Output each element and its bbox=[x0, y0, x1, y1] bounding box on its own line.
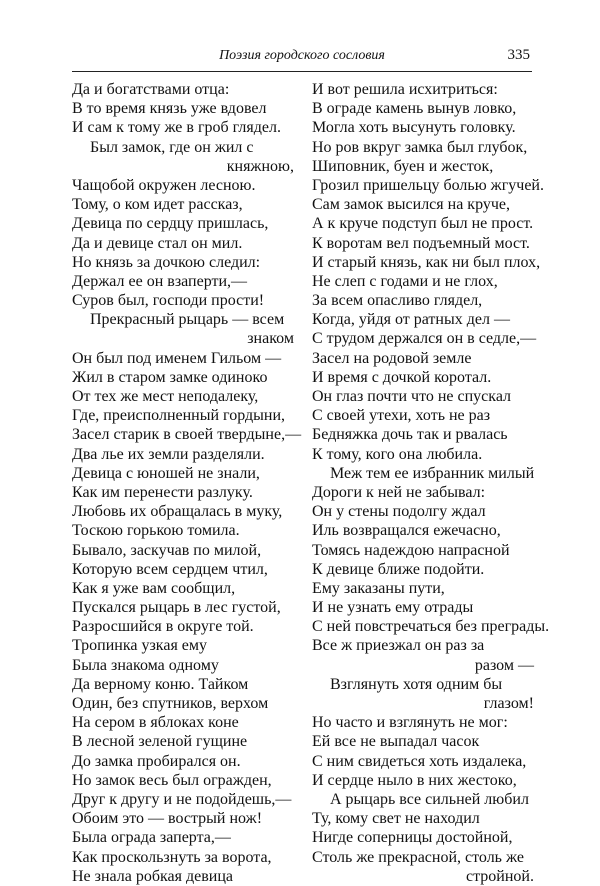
poem-column-left bbox=[72, 80, 302, 886]
verse-line: Чащобой окружен лесною. bbox=[72, 176, 256, 194]
verse-line: Один, без спутников, верхом bbox=[72, 695, 269, 712]
verse-line: Но часто и взглянуть не мог: bbox=[312, 714, 508, 732]
verse-line: Как им перенести разлуку. bbox=[72, 483, 253, 501]
verse-line: Прекрасный рыцарь — всем bbox=[90, 311, 285, 329]
poem-column-right bbox=[312, 80, 550, 886]
verse-line: Но князь за дочкою следил: bbox=[72, 253, 261, 271]
verse-line: Он был под именем Гильом — bbox=[72, 349, 282, 367]
header-rule bbox=[72, 71, 532, 72]
verse-line: Не знала робкая девица bbox=[72, 867, 234, 885]
verse-line: Был замок, где он жил с bbox=[90, 138, 254, 156]
verse-line: глазом! bbox=[483, 695, 534, 712]
verse-line: В ограде камень вынув ловко, bbox=[312, 100, 517, 118]
verse-line: Шиповник, буен и жесток, bbox=[312, 157, 494, 175]
verse-line: Томясь надеждою напрасной bbox=[312, 541, 510, 559]
verse-line: Ей все не выпадал часок bbox=[312, 733, 480, 751]
verse-line: Друг к другу и не подойдешь,— bbox=[72, 790, 292, 808]
verse-line: Тоскою горькою томила. bbox=[72, 522, 240, 540]
verse-line: К воротам вел подъемный мост. bbox=[312, 234, 530, 252]
verse-line: Бывало, заскучав по милой, bbox=[72, 541, 262, 559]
verse-line: Меж тем ее избранник милый bbox=[330, 464, 535, 482]
verse-line: К девице ближе подойти. bbox=[312, 560, 485, 578]
verse-line: Дороги к ней не забывал: bbox=[312, 483, 486, 501]
verse-line: Где, преисполненный гордыни, bbox=[72, 407, 286, 425]
verse-line: Была знакома одному bbox=[72, 656, 219, 674]
verse-line: Обоим это — вострый нож! bbox=[72, 810, 263, 828]
verse-line: знаком bbox=[247, 330, 294, 348]
verse-line: Но замок весь был огражден, bbox=[72, 771, 272, 789]
verse-line: К тому, кого она любила. bbox=[312, 445, 483, 463]
verse-line: Ему заказаны пути, bbox=[312, 579, 445, 597]
verse-line: Засел старик в своей твердыне,— bbox=[72, 426, 302, 444]
verse-line: Сам замок высился на круче, bbox=[312, 196, 511, 214]
verse-line: Которую всем сердцем чтил, bbox=[72, 560, 268, 578]
verse-line: Взглянуть хотя одним бы bbox=[330, 675, 503, 693]
verse-line: Два лье их земли разделяли. bbox=[72, 445, 265, 463]
verse-line: Столь же прекрасной, столь же bbox=[312, 848, 524, 866]
verse-line: Разросшийся в округе той. bbox=[72, 618, 254, 636]
verse-line: Жил в старом замке одиноко bbox=[72, 368, 268, 386]
running-title: Поэзия городского сословия bbox=[219, 48, 385, 63]
verse-line: Ту, кому свет не находил bbox=[312, 810, 480, 828]
verse-line: Как проскользнуть за ворота, bbox=[72, 848, 272, 866]
verse-line: Он у стены подолгу ждал bbox=[312, 503, 486, 521]
page-number: 335 bbox=[507, 47, 530, 63]
verse-line: Нигде соперницы достойной, bbox=[312, 829, 513, 847]
verse-line: Тропинка узкая ему bbox=[72, 637, 208, 655]
verse-line: И не узнать ему отрады bbox=[312, 599, 474, 617]
verse-line: За всем опасливо глядел, bbox=[312, 292, 483, 310]
verse-line: Бедняжка дочь так и рвалась bbox=[312, 426, 508, 444]
verse-line: И сам к тому же в гроб глядел. bbox=[72, 119, 281, 137]
verse-line: Как я уже вам сообщил, bbox=[72, 579, 236, 597]
verse-line: Девица с юношей не знали, bbox=[72, 464, 260, 482]
verse-line: разом — bbox=[474, 656, 534, 674]
verse-line: Когда, уйдя от ратных дел — bbox=[312, 311, 510, 329]
running-header bbox=[72, 40, 532, 72]
verse-line: Да верному коню. Тайком bbox=[72, 675, 249, 693]
verse-line: И старый князь, как ни был плох, bbox=[312, 253, 541, 271]
verse-line: А рыцарь все сильней любил bbox=[330, 790, 529, 808]
verse-line: Девица по сердцу пришлась, bbox=[72, 215, 269, 233]
verse-line: стройной. bbox=[466, 867, 534, 885]
verse-line: А к круче подступ был не прост. bbox=[312, 215, 534, 233]
verse-line: Засел на родовой земле bbox=[312, 349, 472, 367]
verse-line: С трудом держался он в седле,— bbox=[312, 330, 537, 348]
verse-line: С своей утехи, хоть не раз bbox=[312, 407, 491, 425]
verse-line: С ним свидеться хоть издалека, bbox=[312, 752, 527, 770]
verse-line: До замка пробирался он. bbox=[72, 752, 241, 770]
verse-line: княжною, bbox=[226, 157, 294, 175]
verse-line: Тому, о ком идет рассказ, bbox=[72, 196, 243, 214]
verse-line: Суров был, господи прости! bbox=[72, 292, 265, 310]
verse-line: Он глаз почти что не спускал bbox=[312, 388, 512, 405]
verse-line: В то время князь уже вдовел bbox=[72, 100, 267, 118]
verse-line: Да и богатствами отца: bbox=[72, 81, 230, 98]
verse-line: Все ж приезжал он раз за bbox=[312, 637, 485, 655]
verse-line: В лесной зеленой гущине bbox=[72, 733, 248, 751]
verse-line: Была ограда заперта,— bbox=[72, 829, 231, 847]
verse-line: Не слеп с годами и не глох, bbox=[312, 272, 498, 290]
verse-line: Пускался рыцарь в лес густой, bbox=[72, 599, 281, 617]
verse-line: Но ров вкруг замка был глубок, bbox=[312, 138, 528, 156]
verse-line: От тех же мест неподалеку, bbox=[72, 388, 259, 405]
verse-line: Грозил пришельцу болью жгучей. bbox=[312, 176, 544, 194]
verse-line: Да и девице стал он мил. bbox=[72, 234, 243, 252]
verse-line: И сердце ныло в них жестоко, bbox=[312, 771, 517, 789]
verse-line: Могла хоть высунуть головку. bbox=[312, 119, 516, 137]
verse-line: Иль возвращался ежечасно, bbox=[312, 522, 501, 540]
verse-line: И время с дочкой коротал. bbox=[312, 368, 492, 386]
verse-line: И вот решила исхитриться: bbox=[312, 81, 498, 98]
verse-line: С ней повстречаться без преграды. bbox=[312, 618, 550, 636]
verse-line: На сером в яблоках коне bbox=[72, 714, 239, 732]
verse-line: Любовь их обращалась в муку, bbox=[72, 503, 283, 521]
verse-line: Держал ее он взаперти,— bbox=[72, 272, 248, 290]
